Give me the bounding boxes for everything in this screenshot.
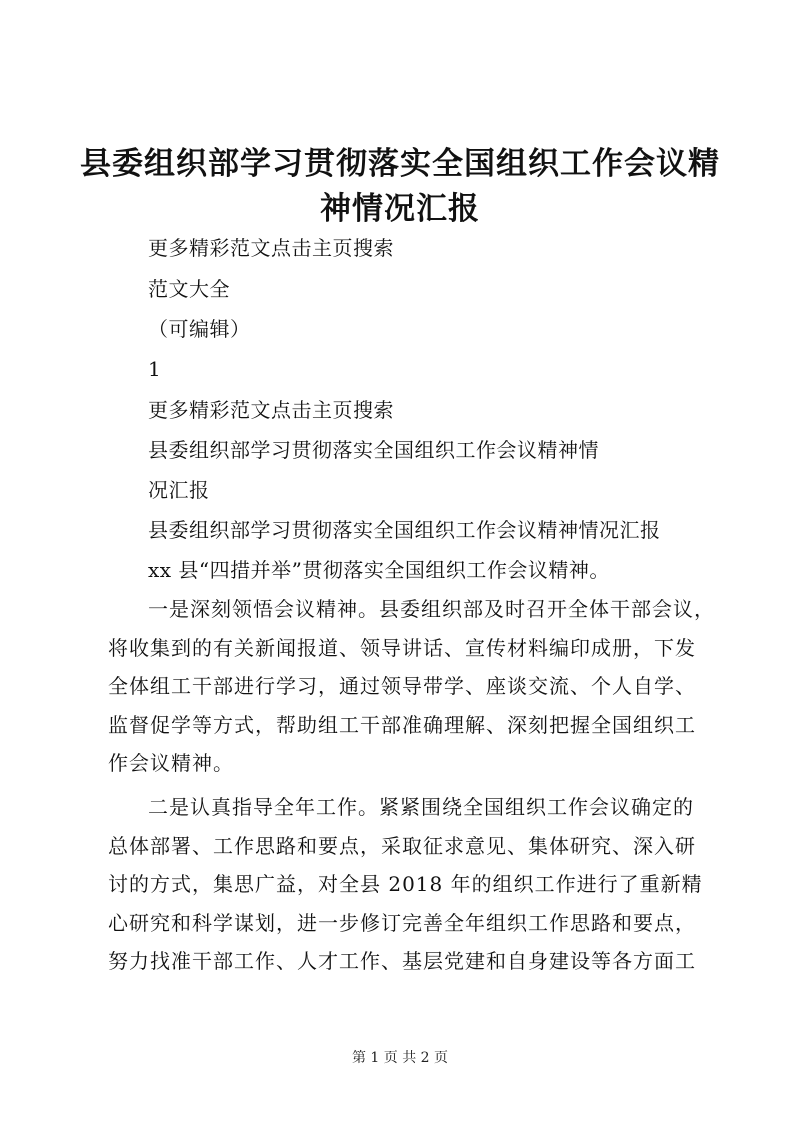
paragraph-line: 二是认真指导全年工作。紧紧围绕全国组织工作会议确定的 — [148, 795, 694, 819]
text-line: 县委组织部学习贯彻落实全国组织工作会议精神情况汇报 — [148, 518, 661, 542]
text-line: 范文大全 — [148, 277, 230, 301]
paragraph-1 — [108, 590, 715, 783]
paragraph-line: 作会议精神。 — [108, 751, 234, 775]
paragraph-line: 监督促学等方式，帮助组工干部准确理解、深刻把握全国组织工 — [108, 712, 696, 737]
paragraph-line: 总体部署、工作思路和要点，采取征求意见、集体研究、深入研 — [108, 833, 696, 858]
text-line: 1 — [148, 357, 162, 381]
paragraph-2 — [108, 788, 708, 981]
text-line: xx 县“四措并举”贯彻落实全国组织工作会议精神。 — [148, 558, 610, 582]
text-line: （可编辑） — [148, 317, 251, 341]
paragraph-line: 将收集到的有关新闻报道、领导讲话、宣传材料编印成册，下发 — [108, 635, 696, 660]
document-title-line-2: 神情况汇报 — [320, 191, 480, 227]
paragraph-line: 心研究和科学谋划，进一步修订完善全年组织工作思路和要点， — [108, 910, 696, 935]
page-footer: 第 1 页 共 2 页 — [351, 1050, 449, 1066]
text-line: 更多精彩范文点击主页搜索 — [148, 236, 394, 260]
text-line: 更多精彩范文点击主页搜索 — [148, 398, 394, 422]
paragraph-line: 讨的方式，集思广益，对全县 2018 年的组织工作进行了重新精 — [108, 872, 703, 896]
paragraph-line: 努力找准干部工作、人才工作、基层党建和自身建设等各方面工 — [108, 949, 696, 973]
text-line: 况汇报 — [148, 478, 210, 502]
document-title-line-1: 县委组织部学习贯彻落实全国组织工作会议精 — [80, 146, 720, 182]
paragraph-line: 全体组工干部进行学习，通过领导带学、座谈交流、个人自学、 — [108, 674, 696, 698]
text-line: 县委组织部学习贯彻落实全国组织工作会议精神情 — [148, 438, 599, 462]
paragraph-line: 一是深刻领悟会议精神。县委组织部及时召开全体干部会议， — [148, 597, 715, 621]
